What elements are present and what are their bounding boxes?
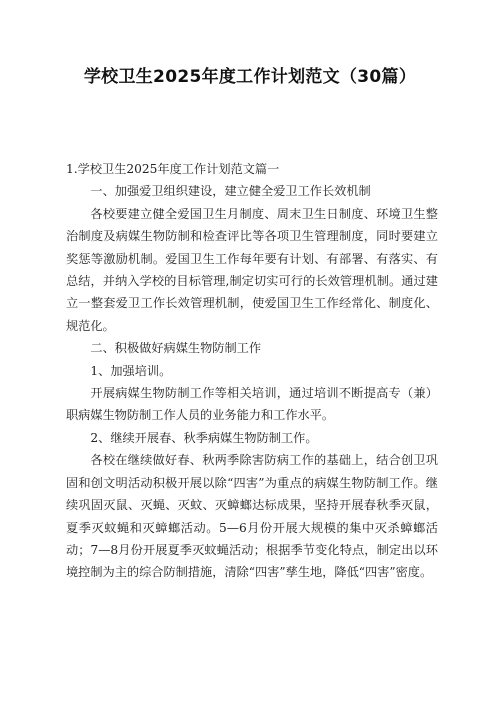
document-title: 学校卫生2025年度工作计划范文（30篇） [83, 67, 417, 87]
subheading: 2、继续开展春、秋季病媒生物防制工作。 [90, 430, 318, 445]
section-title: 1.学校卫生2025年度工作计划范文篇一 [66, 162, 280, 176]
paragraph: 开展病媒生物防制工作等相关培训，通过培训不断提高专（兼）职病媒生物防制工作人员的业务能力和工作水平。 [66, 386, 438, 423]
paragraph: 各校在继续做好春、秋两季除害防病工作的基础上，结合创卫巩固和创文明活动积极开展以除“四害”为重点的病媒生物防制工作。继续巩固灭鼠、灭蝇、灭蚊、灭蟑螂达标成果，坚持开展春秋季灭鼠，夏季灭蚊蝇和灭蟑螂活动。5—6月份开展大规模的集中灭杀蟑螂活动；7—8月份开展夏季灭蚊蝇活动；根据季节变化特点，制定出以环境控制为主的综合防制措施，清除“四害”孳生地，降低“四害”密度。 [66, 453, 438, 580]
subheading: 1、加强培训。 [90, 363, 172, 378]
paragraph: 各校要建立健全爱国卫生月制度、周末卫生日制度、环境卫生整治制度及病媒生物防制和检查评比等各项卫生管理制度，同时要建立奖惩等激励机制。爱国卫生工作每年要有计划、有部署、有落实、有总结，并纳入学校的目标管理,制定切实可行的长效管理机制。通过建立一整套爱卫工作长效管理机制，使爱国卫生工作经常化、制度化、规范化。 [66, 206, 438, 333]
document-body [66, 158, 438, 584]
heading-1: 一、加强爱卫组织建设，建立健全爱卫工作长效机制 [90, 184, 371, 199]
heading-2: 二、积极做好病媒生物防制工作 [90, 341, 262, 356]
